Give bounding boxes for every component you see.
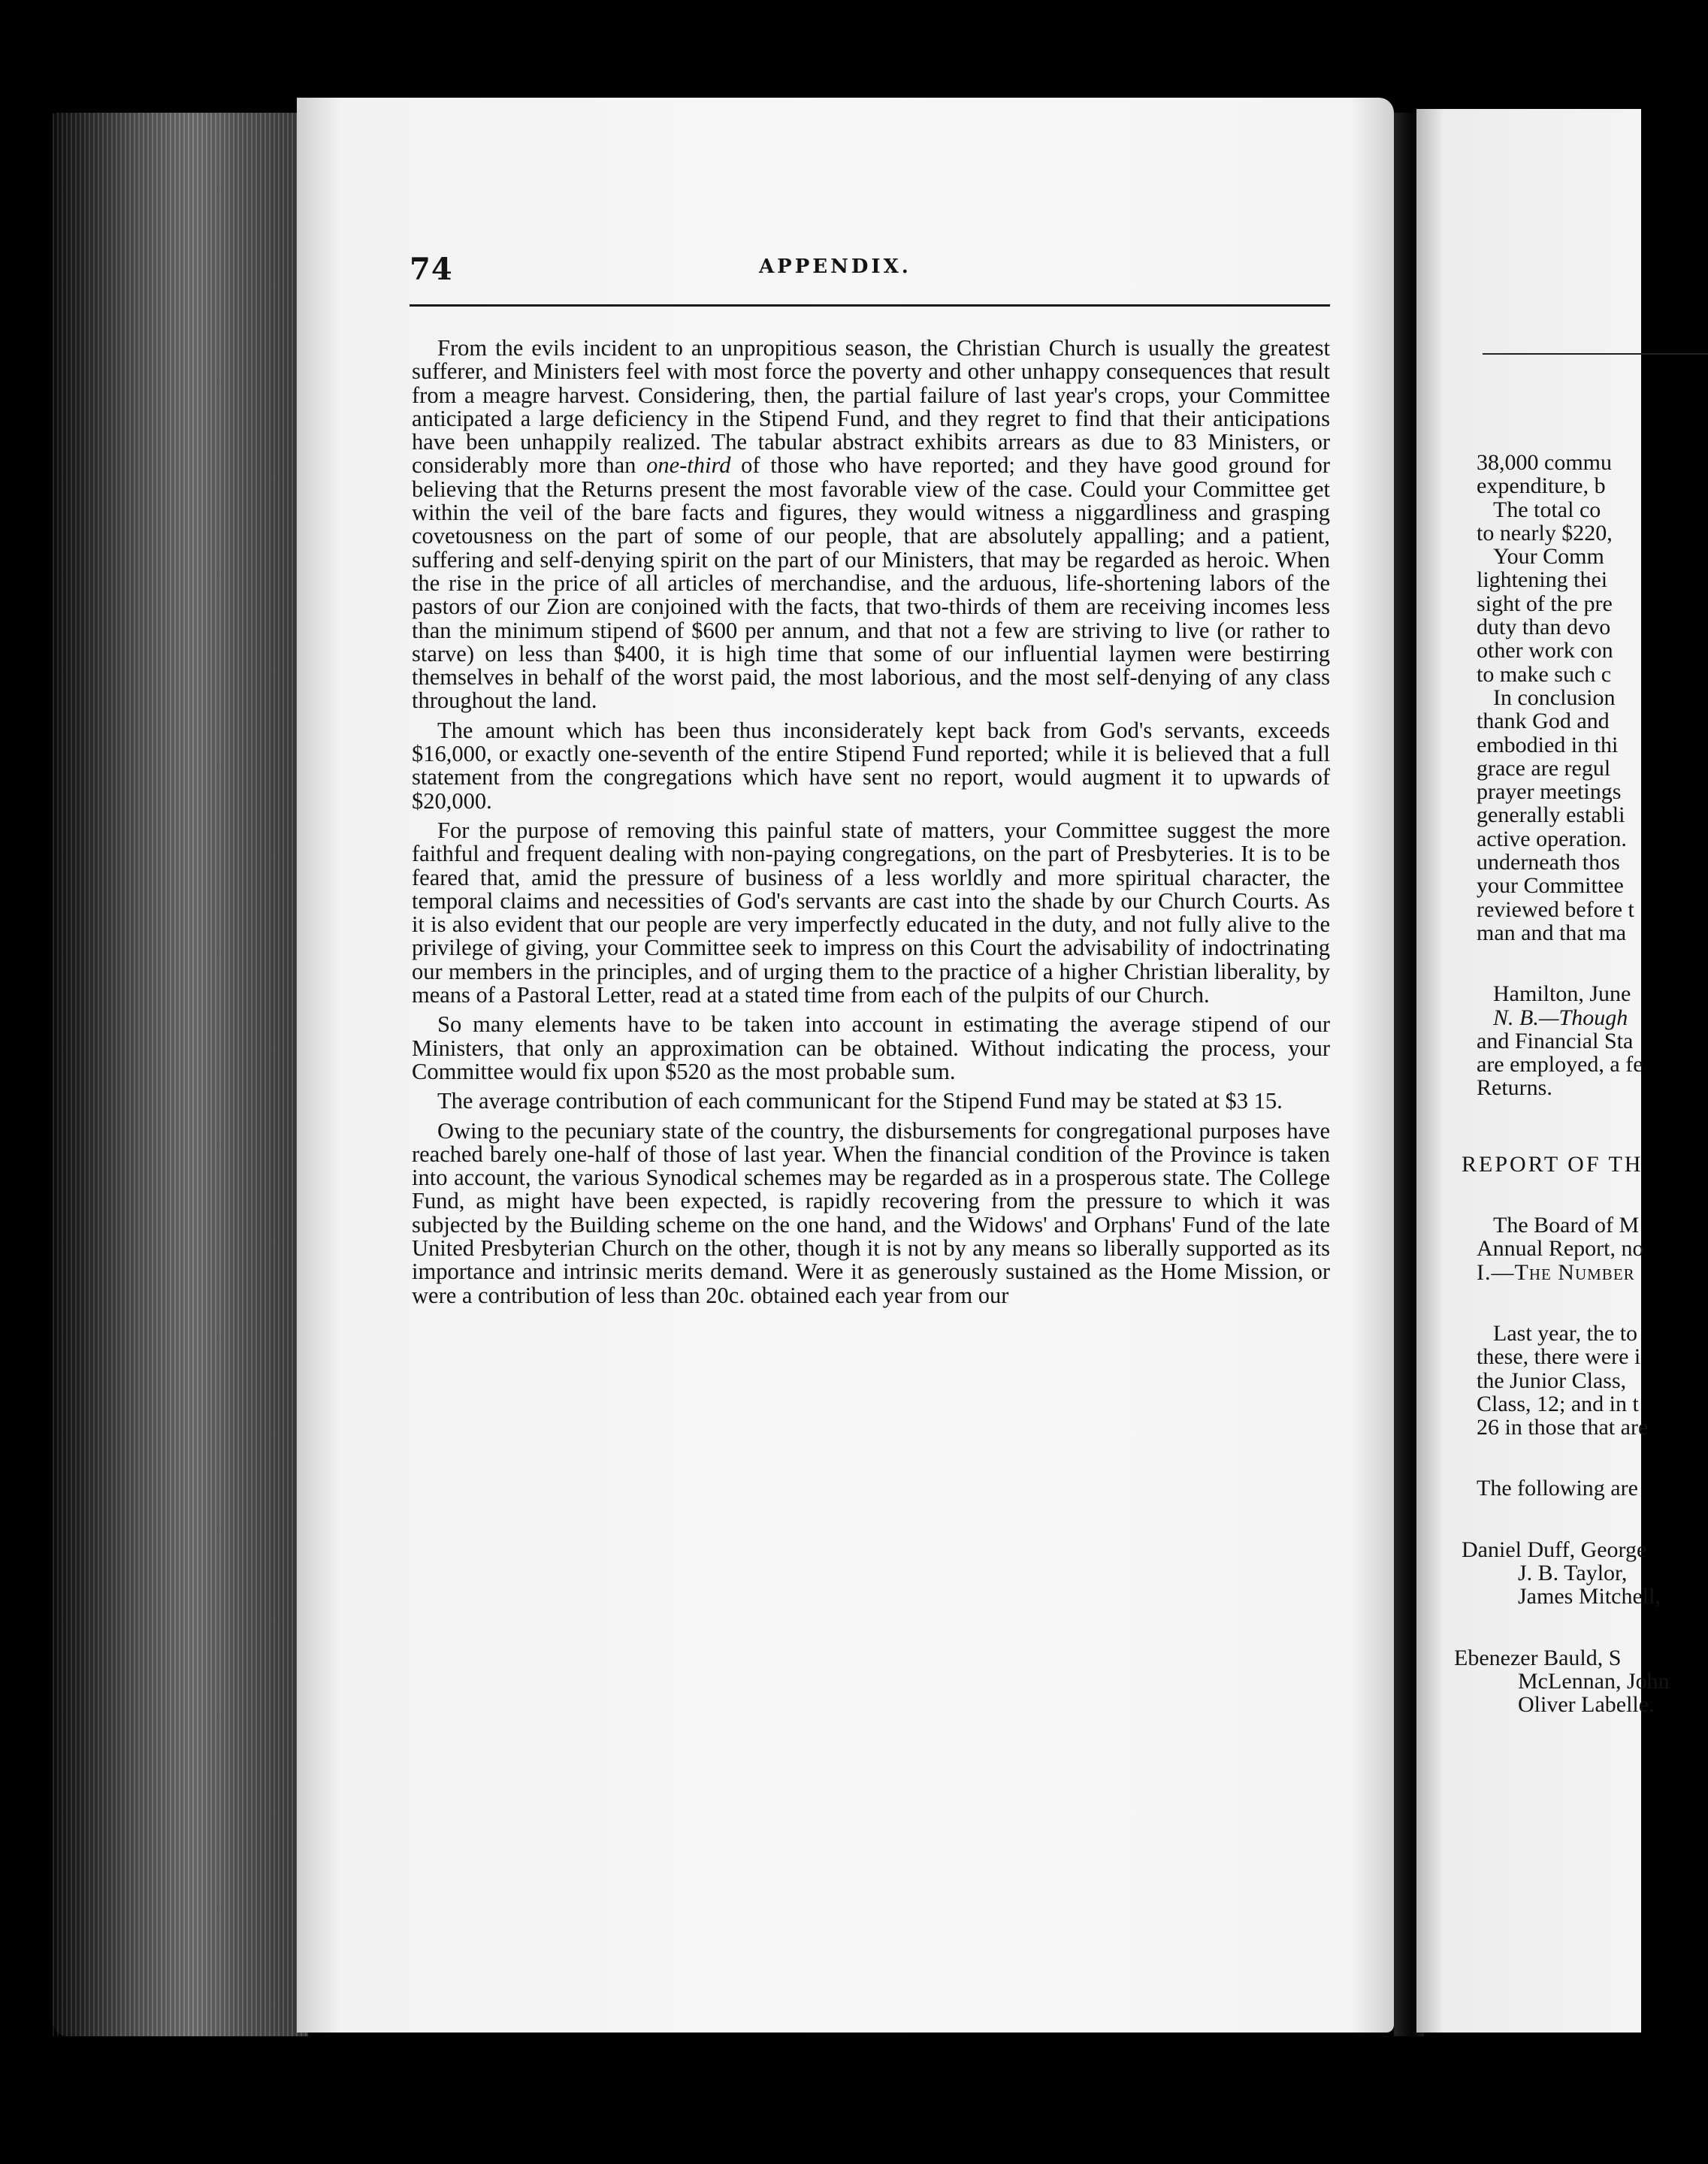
right-line: Annual Report, no (1477, 1236, 1644, 1262)
paragraph: The amount which has been thus inconsiderately kept back from God's servants, exceeds $16,000, or exactly one-seventh of the entire Stipend Fund reported; while it is believed that a full statement from the congregations which have sent no report, would augment it to upwards of $20,000. (412, 717, 1330, 814)
right-spacer (1477, 1176, 1670, 1213)
right-line: reviewed before t (1477, 896, 1634, 922)
right-spacer (1477, 1284, 1670, 1322)
right-line: are employed, a fe (1477, 1052, 1643, 1077)
right-line: James Mitchell, (1518, 1584, 1661, 1609)
right-spacer (1477, 1439, 1670, 1476)
page-number: 74 (410, 252, 453, 287)
right-line: man and that ma (1477, 920, 1627, 945)
right-line: Ebenezer Bauld, S (1454, 1645, 1622, 1670)
right-line: thank God and (1477, 709, 1610, 734)
paragraph: So many elements have to be taken into account in estimating the average stipend of our Ministers, that only an approximation can be obtained. Without indicating the process, your Committee would fix upon $520 as the most probable sum. (412, 1011, 1330, 1084)
right-line: embodied in thi (1477, 732, 1619, 757)
right-line: grace are regul (1477, 755, 1611, 781)
emphasis-text: one-third (646, 452, 731, 479)
right-line: prayer meetings (1477, 779, 1622, 805)
right-section-heading: REPORT OF TH (1462, 1151, 1643, 1177)
header-rule (410, 304, 1330, 307)
paragraph: For the purpose of removing this painful state of matters, your Committee suggest the more faithful and frequent dealing with non-paying congregations, on the part of Presbyteries. It is to be feared that, amid the pressure of business of a less worldly and more spiritual character, the temporal claims and necessities of God's servants are cast into the shade by our Church Courts. As it is also evident that our people are very imperfectly educated in the duty, and not fully alive to the privilege of giving, your Committee seek to impress on this Court the advisability of indoctrinating our members in the principles, and of urging them to the practice of a higher Christian liberality, by means of a Pastoral Letter, read at a stated time from each of the pulpits of our Church. (412, 817, 1330, 1008)
right-line: to nearly $220, (1477, 520, 1613, 546)
right-line: N. B.—Though (1493, 1005, 1628, 1030)
right-line: generally establi (1477, 802, 1625, 828)
right-page-text (1454, 450, 1670, 1718)
right-line: Class, 12; and in t (1477, 1391, 1639, 1416)
right-spacer (1477, 1609, 1670, 1646)
right-line: In conclusion (1493, 685, 1616, 710)
paragraph (412, 337, 1330, 713)
right-line: Hamilton, June (1493, 981, 1631, 1007)
right-line: Your Comm (1493, 544, 1604, 570)
paragraph-text: of those who have reported; and they have good ground for believing that the Returns present the most favorable view of the case. Could your Committee get within the veil of the bare facts and figures, they would witness a niggardliness and grasping covetousness on the part of some of our people, that are absolutely appalling; and a patient, suffering and self-denying spirit on the part of our Ministers, that may be regarded as heroic. When the rise in the price of all articles of merchandise, and the arduous, life-shortening labors of the pastors of our Zion are conjoined with the facts, that two-thirds of them are receiving incomes less than the minimum stipend of $600 per annum, and that not a few are striving to live (or rather to starve) on less than $400, it is high time that some of our influential laymen were bestirring themselves in behalf of the worst paid, the most laborious, and the most self-denying of any class throughout the land. (412, 452, 1331, 714)
right-line: Last year, the to (1493, 1320, 1638, 1346)
right-line: duty than devo (1477, 615, 1611, 640)
right-spacer (1477, 1501, 1670, 1538)
right-line: Daniel Duff, George (1462, 1537, 1647, 1562)
right-line: and Financial Sta (1477, 1028, 1634, 1053)
page-edge-left (53, 113, 308, 2036)
page-edge-texture (53, 113, 308, 2036)
right-header-rule (1483, 353, 1708, 355)
right-line: active operation. (1477, 826, 1627, 851)
right-line: these, there were i (1477, 1344, 1641, 1370)
right-line: 38,000 commu (1477, 450, 1612, 475)
right-line: The Board of M (1493, 1213, 1640, 1238)
paragraph: The average contribution of each communicant for the Stipend Fund may be stated at $3 15. (437, 1088, 1283, 1114)
body-text (412, 337, 1330, 1313)
right-line: other work con (1477, 638, 1613, 663)
right-line: underneath thos (1477, 850, 1620, 875)
right-line: lightening thei (1477, 567, 1608, 593)
right-line: sight of the pre (1477, 591, 1613, 616)
right-line: your Committee (1477, 873, 1624, 899)
right-page (1416, 109, 1670, 2033)
right-spacer (1477, 1100, 1670, 1153)
right-line: Returns. (1477, 1075, 1552, 1101)
right-line: Oliver Labelle. (1518, 1692, 1655, 1718)
right-line: the Junior Class, (1477, 1368, 1627, 1393)
paragraph: Owing to the pecuniary state of the country, the disbursements for congregational purposes have reached barely one-half of those of last year. When the financial condition of the Province is taken into account, the various Synodical schemes may be regarded as in a prosperous state. The College Fund, as might have been expected, is rapidly recovering from the pressure to which it was subjected by the Building scheme on the one hand, and the Widows' and Orphans' Fund of the late United Presbyterian Church on the other, though it is not by any means so liberally supported as its importance and intrinsic merits demand. Were it as generously sustained as the Home Mission, or were a contribution of less than 20c. obtained each year from our (412, 1117, 1330, 1308)
running-head: APPENDIX. (759, 255, 911, 278)
right-line: McLennan, John (1518, 1668, 1670, 1694)
right-line: J. B. Taylor, (1518, 1560, 1628, 1585)
right-line: 26 in those that are (1477, 1415, 1649, 1440)
right-line: The total co (1493, 497, 1601, 522)
right-line: I.—The Number (1477, 1259, 1635, 1285)
right-line: The following are (1477, 1476, 1638, 1501)
right-line: to make such c (1477, 661, 1612, 687)
right-spacer (1477, 944, 1670, 982)
paragraph-text: From the evils incident to an unpropitious season, the Christian Church is usually the greatest sufferer, and Ministers feel with most force the poverty and other unhappy consequences that result from a meagre harvest. Considering, then, the partial failure of last year's crops, your Committee anticipated a large deficiency in the Stipend Fund, and they regret to find that their anticipations have been unhappily realized. The tabular abstract exhibits arrears as due to 83 Ministers, or considerably more than (412, 335, 1330, 479)
right-line: expenditure, b (1477, 473, 1606, 499)
